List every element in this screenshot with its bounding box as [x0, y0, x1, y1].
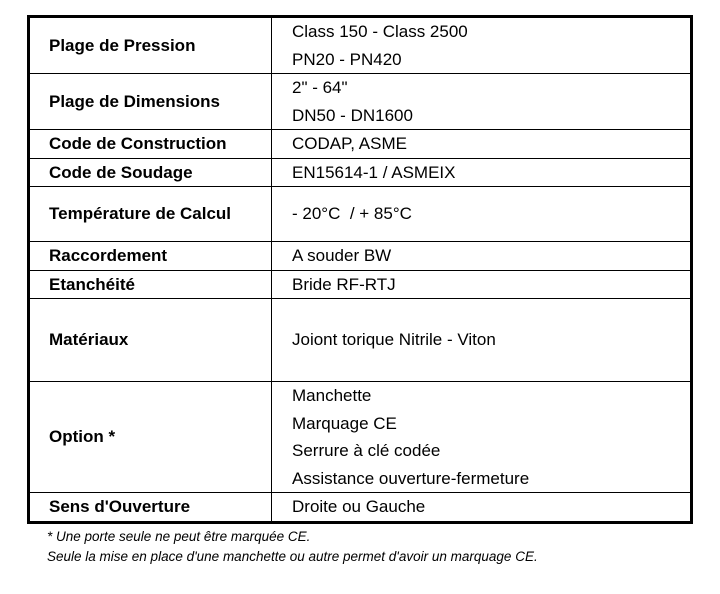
row-label: Code de Soudage — [29, 158, 272, 187]
table-row-connection — [29, 242, 692, 271]
value-line: - 20°C / + 85°C — [292, 204, 412, 224]
row-label: Option * — [29, 382, 272, 493]
value-line: Assistance ouverture-fermeture — [292, 468, 530, 488]
row-label: Etanchéité — [29, 270, 272, 299]
value-line: A souder BW — [292, 246, 392, 265]
specifications-table — [27, 15, 693, 524]
table-row-pressure-range — [29, 17, 692, 74]
row-value — [272, 493, 692, 523]
table-row-dimension-range — [29, 74, 692, 130]
row-label: Matériaux — [29, 299, 272, 382]
value-line: 2" - 64" — [292, 78, 348, 97]
row-value — [272, 242, 692, 271]
value-line: Serrure à clé codée — [292, 441, 441, 460]
value-line: Manchette — [292, 386, 372, 405]
value-line: DN50 - DN1600 — [292, 105, 413, 125]
row-value — [272, 158, 692, 187]
row-value — [272, 382, 692, 493]
row-value — [272, 270, 692, 299]
row-value — [272, 299, 692, 382]
row-label: Température de Calcul — [29, 187, 272, 242]
table-row-design-temperature — [29, 187, 692, 242]
row-label: Code de Construction — [29, 130, 272, 159]
row-value — [272, 74, 692, 130]
row-value — [272, 187, 692, 242]
footnote: * Une porte seule ne peut être marquée CE. — [47, 529, 311, 544]
value-line: PN20 - PN420 — [292, 49, 402, 69]
footnote: Seule la mise en place d'une manchette ou autre permet d'avoir un marquage CE. — [47, 549, 538, 564]
value-line: Bride RF-RTJ — [292, 274, 396, 294]
row-value — [272, 130, 692, 159]
table-row-welding-code — [29, 158, 692, 187]
table-row-sealing — [29, 270, 692, 299]
row-label: Raccordement — [29, 242, 272, 271]
row-label: Plage de Pression — [29, 17, 272, 74]
value-line: Droite ou Gauche — [292, 497, 426, 516]
table-row-construction-code — [29, 130, 692, 159]
table-row-options — [29, 382, 692, 493]
value-line: Class 150 - Class 2500 — [292, 22, 468, 41]
value-line: Marquage CE — [292, 413, 397, 433]
row-label: Sens d'Ouverture — [29, 493, 272, 523]
value-line: EN15614-1 / ASMEIX — [292, 162, 456, 182]
row-label: Plage de Dimensions — [29, 74, 272, 130]
table-row-opening-direction — [29, 493, 692, 523]
value-line: Joiont torique Nitrile - Viton — [292, 330, 496, 350]
row-value — [272, 17, 692, 74]
footnotes — [47, 527, 538, 567]
value-line: CODAP, ASME — [292, 134, 407, 153]
table-row-materials — [29, 299, 692, 382]
